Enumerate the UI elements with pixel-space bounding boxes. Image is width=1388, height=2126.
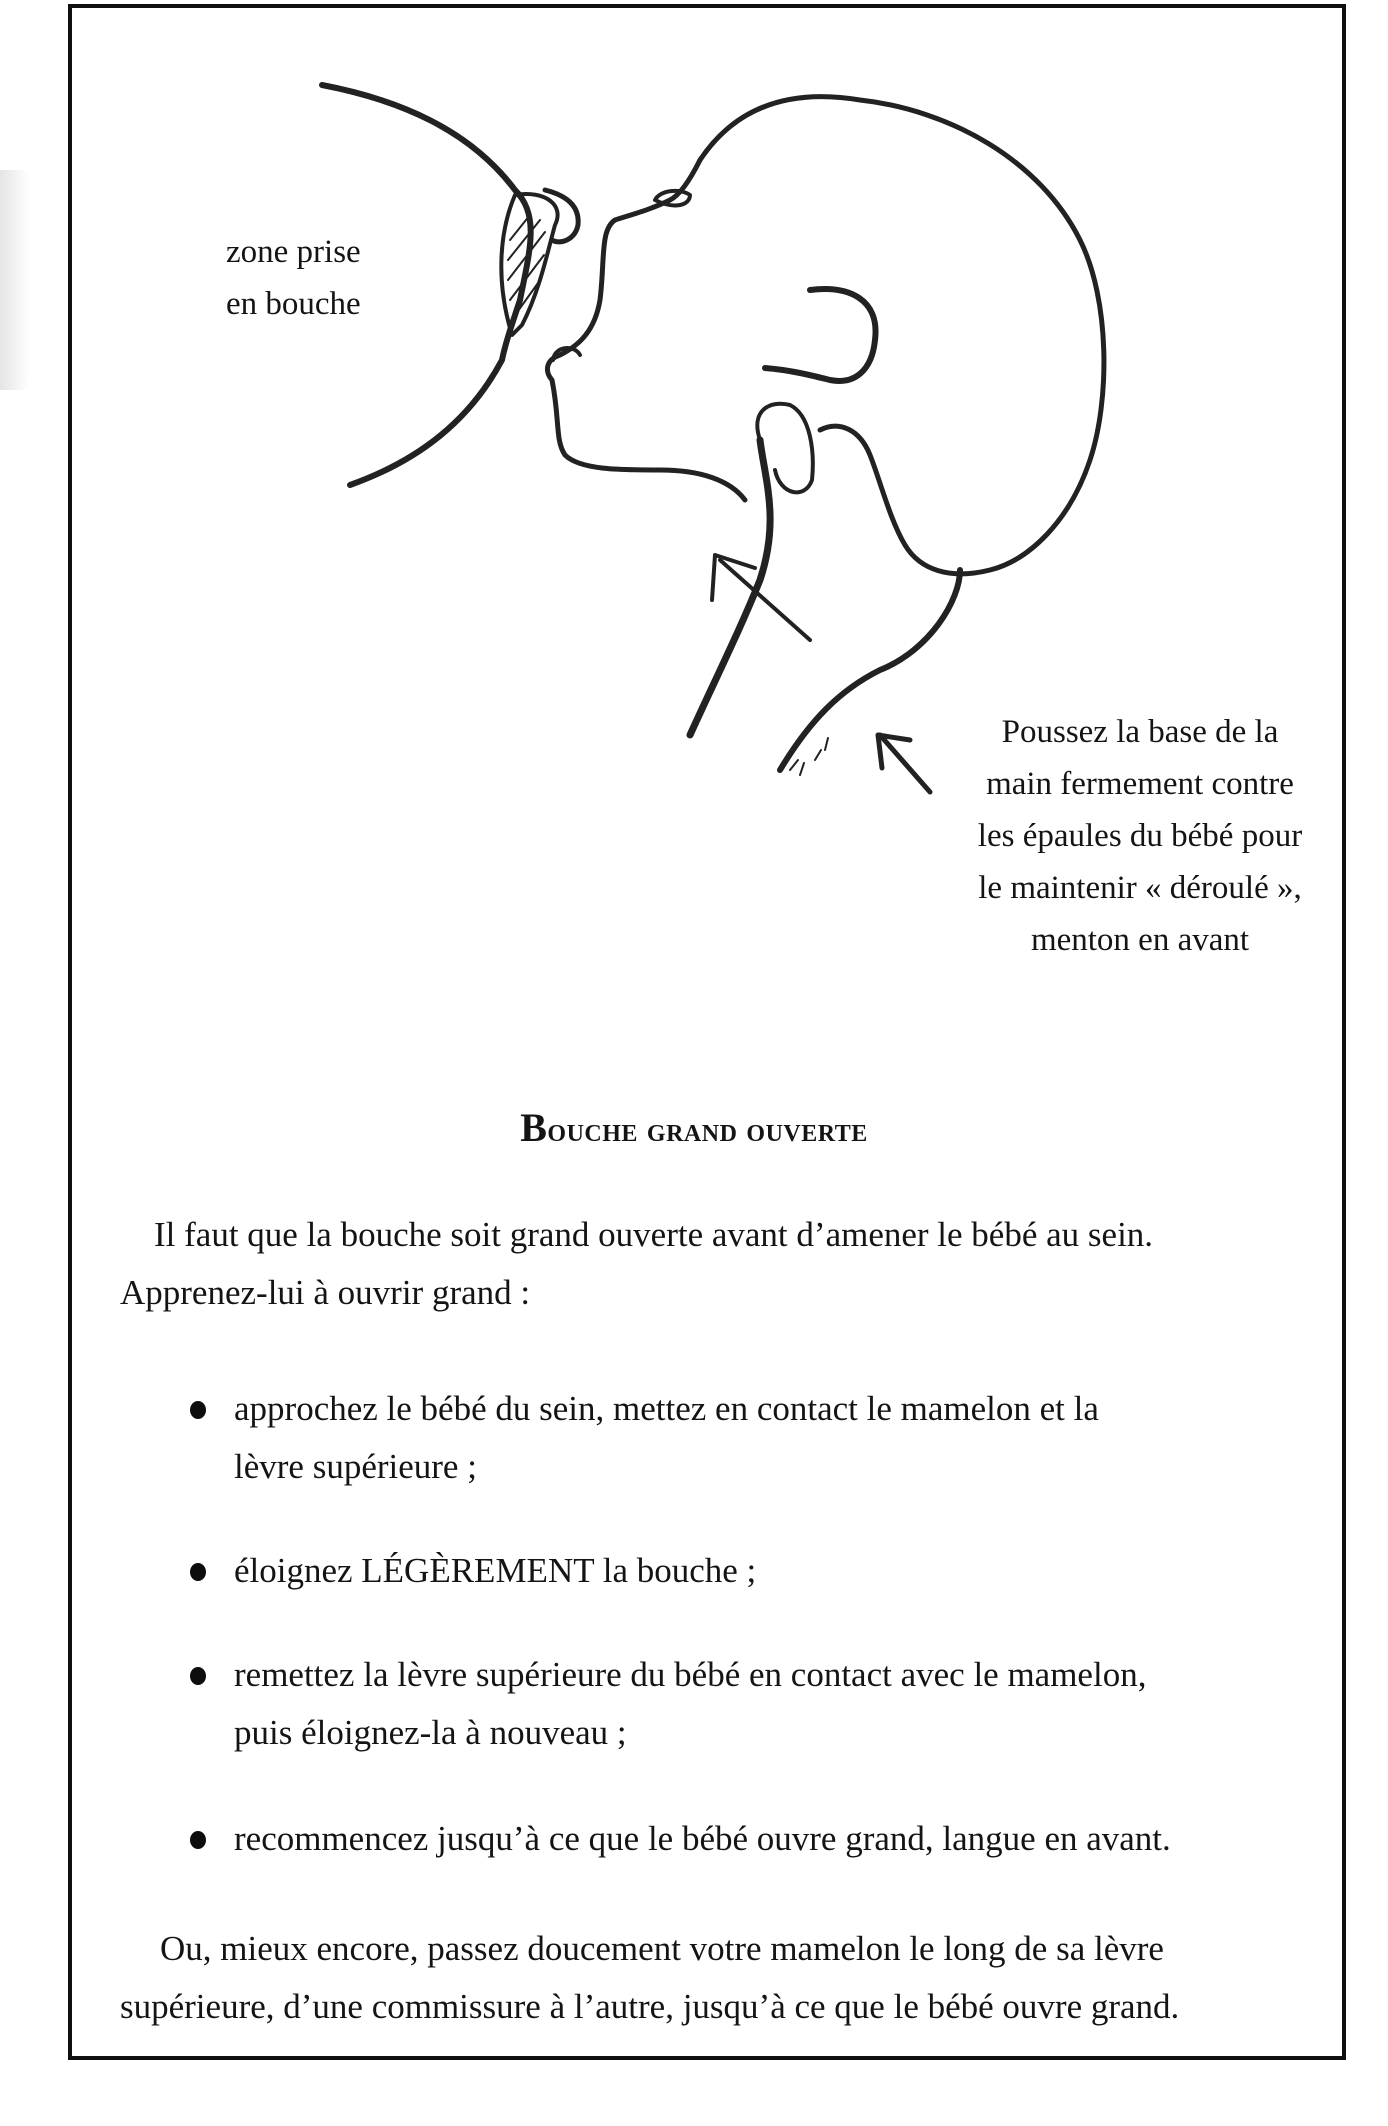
section-title-rest: ouche grand ouverte	[547, 1112, 868, 1149]
nipple-outline	[545, 190, 578, 242]
baby-ear-outline	[765, 289, 876, 381]
section-title	[0, 1104, 1388, 1151]
list-item	[190, 1646, 1360, 1762]
section-title-initial: B	[520, 1105, 548, 1150]
list-item-line: remettez la lèvre supérieure du bébé en contact avec le mamelon,	[234, 1655, 1147, 1694]
caption-line: main fermement contre	[986, 766, 1294, 802]
bullet-icon	[190, 1401, 206, 1419]
chin-push-arrowhead	[712, 555, 755, 600]
bullet-icon	[190, 1831, 206, 1849]
instruction-list	[190, 1380, 1360, 1868]
paragraph-line: Il faut que la bouche soit grand ouverte avant d’amener le bébé au sein.	[154, 1215, 1154, 1254]
list-item-line: éloignez LÉGÈREMENT la bouche ;	[234, 1551, 757, 1590]
bullet-icon	[190, 1563, 206, 1581]
caption-line: Poussez la base de la	[1001, 714, 1279, 750]
list-item	[190, 1810, 1360, 1868]
list-item-line: approchez le bébé du sein, mettez en contact le mamelon et la	[234, 1389, 1099, 1428]
caption-line: zone prise	[226, 234, 361, 270]
caption-line: les épaules du bébé pour	[977, 818, 1303, 854]
baby-head-outline	[700, 97, 1104, 574]
list-item-line: lèvre supérieure ;	[234, 1447, 477, 1486]
caption-line: menton en avant	[1030, 922, 1250, 958]
caption-mouth-zone	[226, 226, 361, 330]
list-item-line: puis éloignez-la à nouveau ;	[234, 1713, 627, 1752]
bullet-icon	[190, 1667, 206, 1685]
caption-hand-instruction	[935, 706, 1345, 966]
list-item	[190, 1380, 1360, 1496]
paragraph-line: Ou, mieux encore, passez doucement votre mamelon le long de sa lèvre	[160, 1929, 1164, 1968]
caption-line: le maintenir « déroulé »,	[978, 870, 1302, 906]
intro-paragraph	[120, 1206, 1360, 1322]
list-item	[190, 1542, 1360, 1600]
paragraph-line: Apprenez-lui à ouvrir grand :	[120, 1273, 531, 1312]
hand-back-outline	[780, 570, 960, 770]
list-item-line: recommencez jusqu’à ce que le bébé ouvre grand, langue en avant.	[234, 1819, 1171, 1858]
shoulder-push-arrow	[880, 735, 930, 792]
paragraph-line: supérieure, d’une commissure à l’autre, jusqu’à ce que le bébé ouvre grand.	[120, 1987, 1180, 2026]
outro-paragraph	[120, 1920, 1360, 2036]
caption-line: en bouche	[226, 286, 361, 322]
